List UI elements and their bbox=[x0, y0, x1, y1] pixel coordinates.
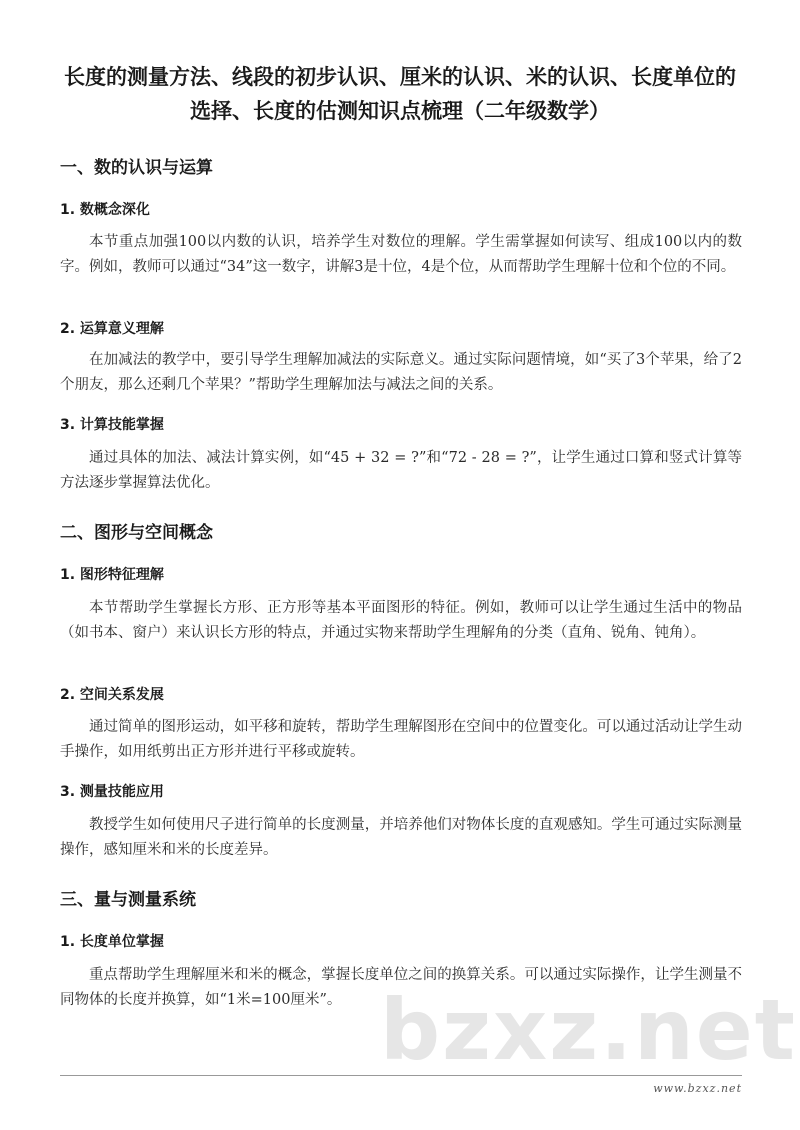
paragraph: 通过具体的加法、减法计算实例，如“45 + 32 = ?”和“72 - 28 = ?”，让学生通过口算和竖式计算等方法逐步掌握算法优化。 bbox=[60, 450, 742, 491]
section-heading: 一、数的认识与运算 bbox=[60, 158, 213, 178]
paragraph: 本节帮助学生掌握长方形、正方形等基本平面图形的特征。例如，教师可以让学生通过生活中的物品（如书本、窗户）来认识长方形的特点，并通过实物来帮助学生理解角的分类（直角、锐角、钝角）。 bbox=[60, 600, 742, 641]
subsection-heading: 1. 长度单位掌握 bbox=[60, 934, 164, 950]
watermark-logo: bzxz.net bbox=[380, 981, 797, 1079]
subsection-heading: 2. 空间关系发展 bbox=[60, 687, 164, 703]
section-heading: 三、量与测量系统 bbox=[60, 890, 196, 910]
document-title: 长度的测量方法、线段的初步认识、厘米的认识、米的认识、长度单位的选择、长度的估测知识点梳理（二年级数学） bbox=[64, 65, 736, 123]
paragraph: 教授学生如何使用尺子进行简单的长度测量，并培养他们对物体长度的直观感知。学生可通过实际测量操作，感知厘米和米的长度差异。 bbox=[60, 817, 742, 858]
paragraph: 在加减法的教学中，要引导学生理解加减法的实际意义。通过实际问题情境，如“买了3个苹果，给了2个朋友，那么还剩几个苹果？”帮助学生理解加法与减法之间的关系。 bbox=[60, 352, 742, 393]
section-heading: 二、图形与空间概念 bbox=[60, 523, 213, 543]
subsection-heading: 2. 运算意义理解 bbox=[60, 321, 164, 337]
subsection-heading: 3. 测量技能应用 bbox=[60, 784, 164, 800]
subsection-heading: 3. 计算技能掌握 bbox=[60, 417, 164, 433]
subsection-heading: 1. 图形特征理解 bbox=[60, 567, 164, 583]
paragraph: 通过简单的图形运动，如平移和旋转，帮助学生理解图形在空间中的位置变化。可以通过活动让学生动手操作，如用纸剪出正方形并进行平移或旋转。 bbox=[60, 719, 742, 760]
paragraph: 重点帮助学生理解厘米和米的概念，掌握长度单位之间的换算关系。可以通过实际操作，让学生测量不同物体的长度并换算，如“1米=100厘米”。 bbox=[60, 967, 742, 1008]
paragraph: 本节重点加强100以内数的认识，培养学生对数位的理解。学生需掌握如何读写、组成100以内的数字。例如，教师可以通过“34”这一数字，讲解3是十位，4是个位，从而帮助学生理解十位和个位的不同。 bbox=[60, 234, 742, 275]
footer-url: www.bzxz.net bbox=[653, 1082, 742, 1095]
subsection-heading: 1. 数概念深化 bbox=[60, 202, 150, 218]
footer-divider bbox=[60, 1075, 742, 1076]
